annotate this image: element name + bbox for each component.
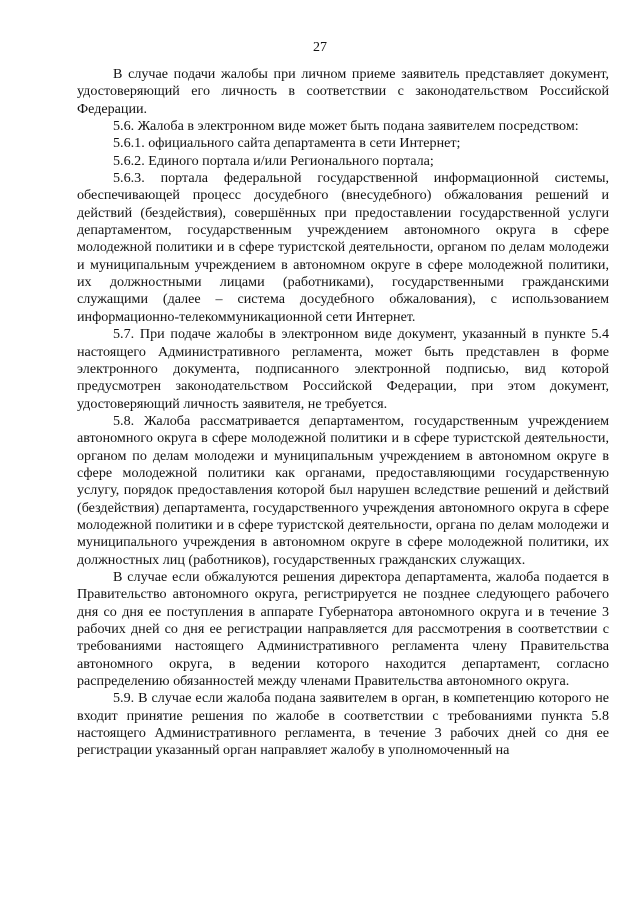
- paragraph-5-7: 5.7. При подаче жалобы в электронном виде документ, указанный в пункте 5.4 настоящего Административного регламента, может быть представлен в форме электронного документа, подписанного электронной подписью, вид которой предусмотрен законодательством Российской Федерации, при этом документ, удостоверяющий личность заявителя, не требуется.: [77, 326, 609, 412]
- document-body: [77, 66, 609, 760]
- paragraph-director-complaint: В случае если обжалуются решения директора департамента, жалоба подается в Правительство автономного округа, регистрируется не позднее следующего рабочего дня со дня ее поступления в аппарате Губернатора автономного округа и в течение 3 рабочих дней со дня ее регистрации направляется для рассмотрения в соответствии с требованиями настоящего Административного регламента члену Правительства автономного округа, в ведении которого находится департамент, согласно распределению обязанностей между членами Правительства автономного округа.: [77, 568, 609, 690]
- paragraph-5-8: 5.8. Жалоба рассматривается департаментом, государственным учреждением автономного округа в сфере молодежной политики и в сфере туристской деятельности, органом по делам молодежи и муниципальным учреждением в автономном округе в сфере молодежной политики как органами, предоставляющими государственную услугу, порядок предоставления которой был нарушен вследствие решений и действий (бездействия) департамента, государственного учреждения автономного округа в сфере молодежной политики и в сфере туристской деятельности, органа по делам молодежи и муниципального учреждения в автономном округе в сфере молодежной политики, их должностных лиц (работников), государственных гражданских служащих.: [77, 412, 609, 568]
- paragraph-5-6-3: 5.6.3. портала федеральной государственной информационной системы, обеспечивающей процесс досудебного (внесудебного) обжалования решений и действий (бездействия), совершённых при предоставлении государственной услуги департаментом, государственным учреждением автономного округа в сфере молодежной политики и в сфере туристской деятельности, органом по делам молодежи и муниципальным учреждением в автономном округе в сфере молодежной политики, их должностными лицами (работниками), государственными гражданскими служащими (далее – система досудебного обжалования), с использованием информационно-телекоммуникационной сети Интернет.: [77, 170, 609, 325]
- paragraph-5-9: 5.9. В случае если жалоба подана заявителем в орган, в компетенцию которого не входит принятие решения по жалобе в соответствии с требованиями пункта 5.8 настоящего Административного регламента, в течение 3 рабочих дней со дня ее регистрации указанный орган направляет жалобу в уполномоченный на: [77, 690, 609, 759]
- paragraph-5-6-1: 5.6.1. официального сайта департамента в сети Интернет;: [113, 135, 461, 152]
- page-number: 27: [313, 40, 327, 55]
- paragraph-personal-reception: В случае подачи жалобы при личном приеме заявитель представляет документ, удостоверяющий его личность в соответствии с законодательством Российской Федерации.: [77, 66, 609, 117]
- paragraph-5-6-2: 5.6.2. Единого портала и/или Регионального портала;: [113, 152, 434, 169]
- paragraph-5-6: 5.6. Жалоба в электронном виде может быть подана заявителем посредством:: [113, 118, 579, 135]
